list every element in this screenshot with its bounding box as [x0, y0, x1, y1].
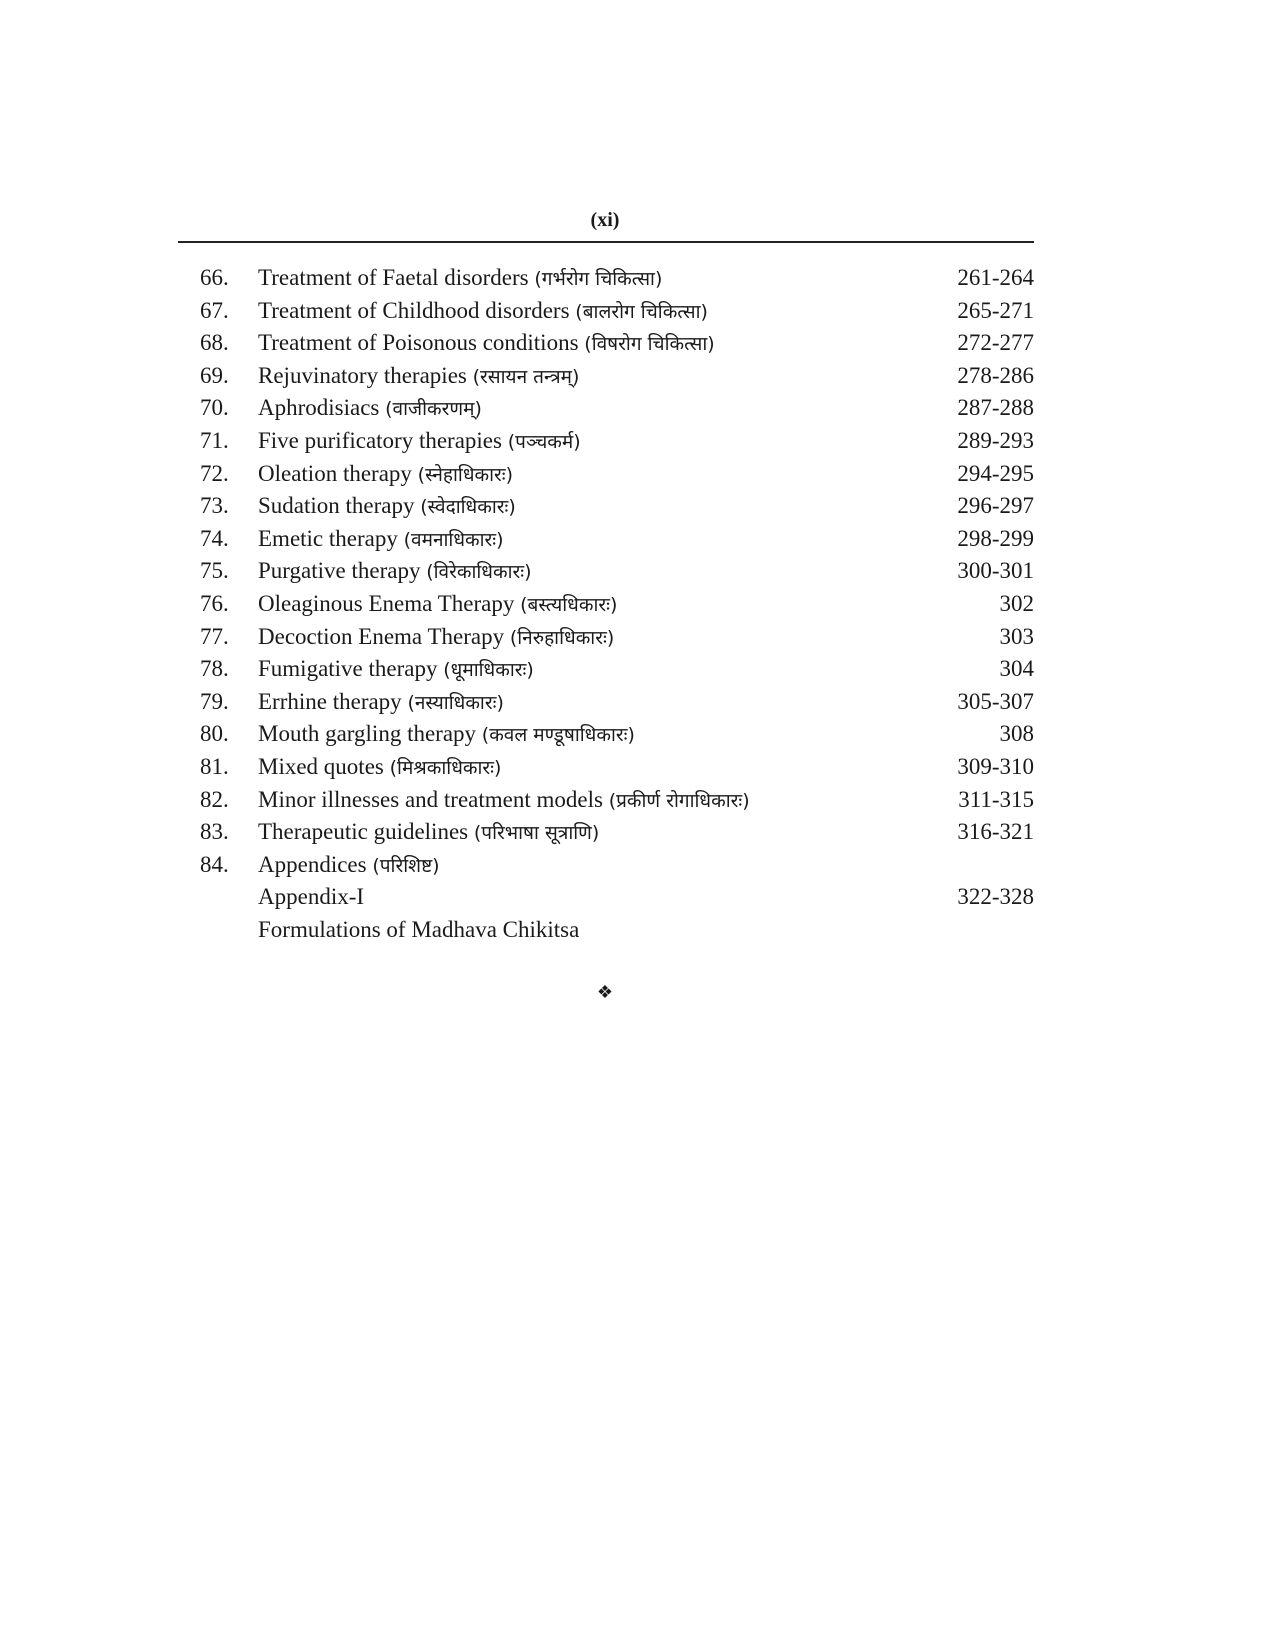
entry-title-english: Aphrodisiacs [258, 395, 380, 421]
entry-title-english: Mixed quotes [258, 753, 384, 779]
page-number-folio: (xi) [590, 209, 620, 231]
entry-pages: 294-295 [957, 460, 1034, 486]
entry-title-sanskrit: (वमनाधिकारः) [403, 528, 504, 551]
table-of-contents [200, 262, 1034, 946]
entry-pages: 261-264 [957, 265, 1034, 290]
entry-title [258, 849, 914, 882]
entry-pages [914, 914, 1034, 947]
entry-title [258, 816, 914, 849]
entry-title-english: Treatment of Faetal disorders [258, 265, 529, 290]
entry-title-sanskrit: (कवल मण्डूषाधिकारः) [481, 724, 635, 747]
entry-title-english: Sudation therapy [258, 493, 415, 519]
entry-pages: 300-301 [957, 558, 1034, 584]
entry-title-sanskrit: (परिशिष्ट) [372, 854, 440, 877]
entry-title-english: Oleation therapy [258, 460, 412, 486]
entry-title-sanskrit: (स्नेहाधिकारः) [417, 463, 514, 486]
entry-title-sanskrit: (रसायन तन्त्रम्) [472, 365, 580, 388]
entry-number: 77. [200, 623, 229, 649]
entry-title [258, 392, 914, 425]
entry-title [258, 523, 914, 556]
entry-number: 76. [200, 590, 229, 616]
entry-pages: 304 [999, 656, 1034, 682]
entry-title-sanskrit: (बस्त्यधिकारः) [520, 593, 618, 616]
toc-entry [200, 327, 1034, 360]
entry-number: 71. [200, 427, 229, 453]
entry-number: 80. [200, 721, 229, 747]
entry-title [258, 621, 914, 654]
entry-title-english: Appendices [258, 851, 367, 877]
toc-entry [200, 686, 1034, 719]
entry-title [258, 751, 914, 784]
entry-title [258, 653, 914, 686]
entry-number: 73. [200, 493, 229, 519]
entry-pages: 272-277 [957, 330, 1034, 356]
entry-title-sanskrit: (प्रकीर्ण रोगाधिकारः) [608, 789, 750, 812]
entry-title [258, 588, 914, 621]
toc-entry [200, 360, 1034, 393]
entry-title-sanskrit: (नस्याधिकारः) [407, 691, 504, 714]
entry-number [200, 881, 258, 914]
entry-title-sanskrit: (विरेकाधिकारः) [426, 561, 532, 584]
entry-title [258, 425, 914, 458]
entry-pages: 289-293 [957, 427, 1034, 453]
entry-pages: 302 [999, 590, 1034, 616]
entry-title-english: Errhine therapy [258, 688, 402, 714]
entry-number [200, 914, 258, 947]
entry-title-english: Treatment of Childhood disorders [258, 297, 570, 323]
toc-entry [200, 555, 1034, 588]
toc-entry [200, 621, 1034, 654]
entry-number: 68. [200, 330, 229, 356]
entry-title-english: Rejuvinatory therapies [258, 362, 467, 388]
entry-title [258, 490, 914, 523]
toc-entry [200, 523, 1034, 556]
entry-title-english: Treatment of Poisonous conditions [258, 330, 579, 356]
entry-title-english: Oleaginous Enema Therapy [258, 590, 515, 616]
entry-number: 79. [200, 688, 229, 714]
entry-pages: 322-328 [957, 884, 1034, 910]
toc-entry [200, 784, 1034, 817]
entry-title-sanskrit: (वाजीकरणम्) [385, 398, 482, 421]
entry-number: 67. [200, 297, 229, 323]
entry-number: 69. [200, 362, 229, 388]
entry-number: 83. [200, 819, 229, 845]
entry-title-sanskrit: (परिभाषा सूत्राणि) [473, 822, 600, 845]
entry-title-sanskrit: (बालरोग चिकित्सा) [575, 300, 708, 323]
toc-entry [200, 458, 1034, 491]
toc-entry [200, 490, 1034, 523]
entry-title [258, 718, 914, 751]
entry-title-sanskrit: (निरुहाधिकारः) [509, 626, 615, 649]
toc-entry [200, 751, 1034, 784]
entry-title [258, 555, 914, 588]
entry-pages [914, 849, 1034, 882]
entry-number: 66. [200, 265, 229, 290]
entry-pages: 308 [999, 721, 1034, 747]
entry-pages: 305-307 [957, 688, 1034, 714]
toc-entry [200, 816, 1034, 849]
entry-pages: 309-310 [957, 753, 1034, 779]
entry-number: 74. [200, 525, 229, 551]
entry-title-english: Therapeutic guidelines [258, 819, 469, 845]
entry-title-english: Purgative therapy [258, 558, 421, 584]
toc-entry [200, 588, 1034, 621]
entry-number: 82. [200, 786, 229, 812]
entry-title-english: Formulations of Madhava Chikitsa [258, 916, 580, 942]
entry-title-english: Decoction Enema Therapy [258, 623, 505, 649]
toc-entry [200, 295, 1034, 328]
entry-title-sanskrit: (पञ्चकर्म) [507, 430, 581, 453]
entry-pages: 303 [999, 623, 1034, 649]
entry-title-sanskrit: (धूमाधिकारः) [443, 659, 534, 682]
entry-pages: 298-299 [957, 525, 1034, 551]
header-rule [178, 241, 1034, 243]
toc-entry [200, 914, 1034, 947]
entry-number: 70. [200, 395, 229, 421]
entry-title-english: Appendix-I [258, 884, 365, 910]
entry-number: 78. [200, 656, 229, 682]
entry-title [258, 784, 914, 817]
entry-title-sanskrit: (स्वेदाधिकारः) [420, 496, 516, 519]
entry-title [258, 327, 914, 360]
entry-pages: 316-321 [957, 819, 1034, 845]
entry-title-sanskrit: (गर्भरोग चिकित्सा) [534, 268, 663, 290]
entry-number: 75. [200, 558, 229, 584]
toc-entry [200, 881, 1034, 914]
entry-title [258, 295, 914, 328]
toc-entry [200, 262, 1034, 295]
entry-number: 81. [200, 753, 229, 779]
entry-pages: 278-286 [957, 362, 1034, 388]
entry-number: 84. [200, 851, 229, 877]
entry-title [258, 262, 914, 295]
entry-pages: 287-288 [957, 395, 1034, 421]
entry-title [258, 686, 914, 719]
entry-title-sanskrit: (मिश्रकाधिकारः) [389, 756, 502, 779]
entry-title-english: Mouth gargling therapy [258, 721, 477, 747]
entry-title-english: Minor illnesses and treatment models [258, 786, 603, 812]
entry-title [258, 914, 914, 947]
toc-entry [200, 718, 1034, 751]
entry-title [258, 881, 914, 914]
entry-pages: 311-315 [958, 786, 1034, 812]
entry-title-english: Fumigative therapy [258, 656, 438, 682]
entry-title-english: Emetic therapy [258, 525, 398, 551]
entry-number: 72. [200, 460, 229, 486]
entry-pages: 296-297 [957, 493, 1034, 519]
entry-title-english: Five purificatory therapies [258, 427, 502, 453]
toc-entry [200, 392, 1034, 425]
entry-title [258, 360, 914, 393]
entry-title [258, 458, 914, 491]
toc-entry [200, 653, 1034, 686]
entry-pages: 265-271 [957, 297, 1034, 323]
entry-title-sanskrit: (विषरोग चिकित्सा) [584, 333, 715, 356]
toc-entry [200, 425, 1034, 458]
toc-entry [200, 849, 1034, 882]
ornament-icon: ❖ [596, 982, 614, 1002]
